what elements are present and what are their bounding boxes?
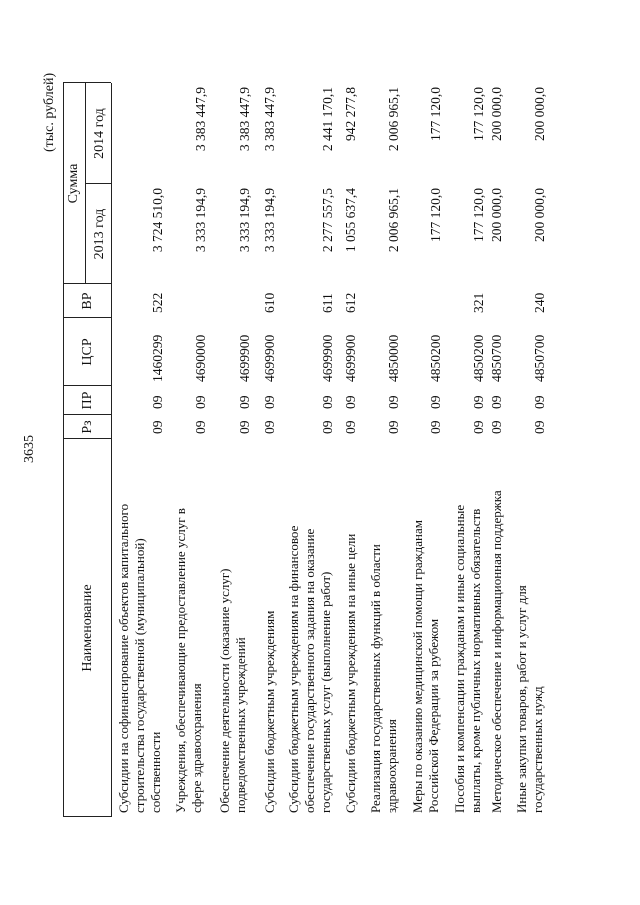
row-pr-9: 09 [489,395,504,409]
row-name-9: Методическое обеспечение и информационная поддержка [489,490,504,813]
row-name-8: Пособия и компенсации гражданам и иные социальные выплаты, кроме публичных нормативных обязательств [452,504,483,813]
row-rz-3: 09 [262,420,277,434]
row-name-7: Меры по оказанию медицинской помощи гражданам Российской Федерации за рубежом [410,520,441,813]
row-name-10: Иные закупки товаров, работ и услуг для государственных нужд [514,585,545,813]
row-2013-10: 200 000,0 [532,188,547,242]
row-rz-10: 09 [532,420,547,434]
row-rz-2: 09 [237,420,252,434]
row-vr-8: 321 [471,292,486,313]
row-csr-9: 4850700 [489,334,504,382]
row-csr-6: 4850000 [386,334,401,382]
row-rz-4: 09 [320,420,335,434]
header-pr: ПР [80,391,95,410]
row-csr-0: 1460299 [150,334,165,382]
row-rz-7: 09 [428,420,443,434]
row-2014-1: 3 383 447,9 [193,87,208,152]
row-rz-0: 09 [150,420,165,434]
row-2013-1: 3 333 194,9 [193,188,208,253]
row-2014-8: 177 120,0 [471,87,486,141]
page-number: 3635 [22,435,37,463]
row-vr-0: 522 [150,292,165,313]
row-2014-7: 177 120,0 [428,87,443,141]
header-name: Наименование [80,584,95,672]
row-rz-5: 09 [343,420,358,434]
row-pr-4: 09 [320,395,335,409]
row-2013-9: 200 000,0 [489,188,504,242]
row-vr-3: 610 [262,292,277,313]
row-pr-3: 09 [262,395,277,409]
row-pr-8: 09 [471,395,486,409]
header-rz: Рз [80,420,95,434]
row-name-5: Субсидии бюджетным учреждениям на иные цели [343,533,358,813]
row-pr-0: 09 [150,395,165,409]
header-vr: ВР [80,292,95,310]
row-2014-2: 3 383 447,9 [237,87,252,152]
row-rz-9: 09 [489,420,504,434]
row-2014-3: 3 383 447,9 [262,87,277,152]
row-csr-7: 4850200 [428,334,443,382]
row-2013-6: 2 006 965,1 [386,188,401,253]
row-2013-3: 3 333 194,9 [262,188,277,253]
row-pr-1: 09 [193,395,208,409]
row-csr-1: 4690000 [193,334,208,382]
row-2014-6: 2 006 965,1 [386,87,401,152]
row-name-1: Учреждения, обеспечивающие предоставление услуг в сфере здравоохранения [173,508,204,813]
row-2013-0: 3 724 510,0 [150,188,165,253]
row-2013-7: 177 120,0 [428,188,443,242]
row-csr-3: 4699900 [262,334,277,382]
header-2014: 2014 год [92,108,107,159]
row-name-4: Субсидии бюджетным учреждениям на финансовое обеспечение государственного задания на оказание государственных услуг (выполнение работ) [286,525,333,813]
row-2013-5: 1 055 637,4 [343,188,358,253]
row-2014-5: 942 277,8 [343,87,358,141]
row-csr-4: 4699900 [320,334,335,382]
header-sum: Сумма [66,163,81,204]
header-csr: ЦСР [80,338,95,366]
row-pr-10: 09 [532,395,547,409]
row-name-0: Субсидии на софинансирование объектов капитального строительства государственной (муниципальной) собственности [116,503,163,813]
row-csr-2: 4699900 [237,334,252,382]
row-csr-10: 4850700 [532,334,547,382]
row-csr-5: 4699900 [343,334,358,382]
row-2013-4: 2 277 557,5 [320,188,335,253]
row-2014-9: 200 000,0 [489,87,504,141]
table-top-line [63,83,64,817]
row-2014-10: 200 000,0 [532,87,547,141]
row-vr-4: 611 [320,293,335,313]
row-name-2: Обеспечение деятельности (оказание услуг) подведомственных учреждений [217,568,248,813]
row-rz-6: 09 [386,420,401,434]
row-2013-8: 177 120,0 [471,188,486,242]
row-rz-8: 09 [471,420,486,434]
row-vr-10: 240 [532,292,547,313]
header-2013: 2013 год [92,208,107,260]
row-name-3: Субсидии бюджетным учреждениям [262,610,277,813]
row-name-6: Реализация государственных функций в области здравоохранения [368,544,399,813]
row-rz-1: 09 [193,420,208,434]
row-pr-5: 09 [343,395,358,409]
header-bottom-line [111,83,112,817]
row-2014-4: 2 441 170,1 [320,87,335,152]
row-pr-2: 09 [237,395,252,409]
row-vr-5: 612 [343,292,358,313]
row-2013-2: 3 333 194,9 [237,188,252,253]
row-pr-6: 09 [386,395,401,409]
row-csr-8: 4850200 [471,334,486,382]
units-label: (тыс. рублей) [42,72,57,152]
row-pr-7: 09 [428,395,443,409]
